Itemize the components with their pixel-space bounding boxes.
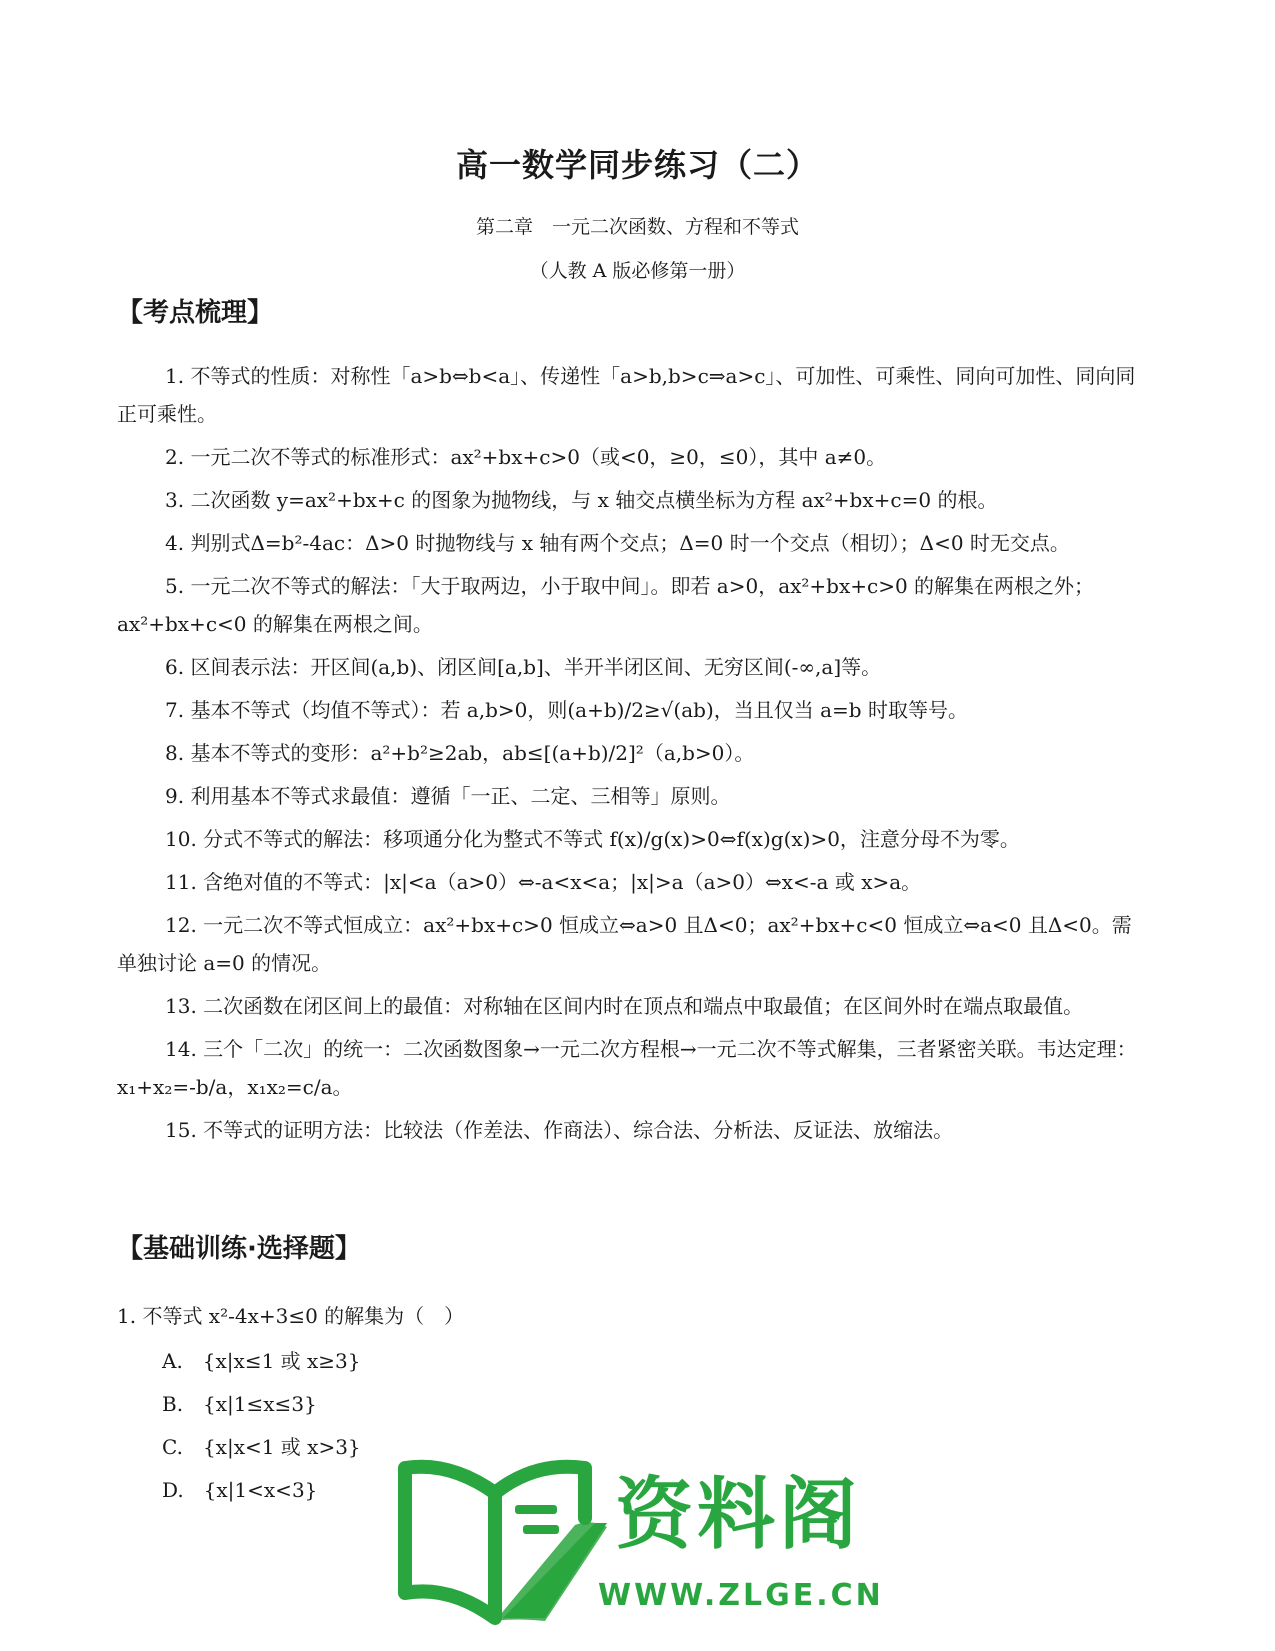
- point-item: 15. 不等式的证明方法：比较法（作差法、作商法）、综合法、分析法、反证法、放缩法。: [165, 1118, 954, 1142]
- option-a: A. {x|x≤1 或 x≥3}: [162, 1349, 361, 1373]
- question-options: [162, 1346, 361, 1518]
- point-item: 14. 三个「二次」的统一：二次函数图象→一元二次方程根→一元二次不等式解集，三者紧密关联。韦达定理：x₁+x₂=-b/a，x₁x₂=c/a。: [117, 1037, 1137, 1099]
- section-heading-points: 【考点梳理】: [117, 298, 274, 328]
- option-c: C. {x|x<1 或 x>3}: [162, 1435, 361, 1459]
- section-heading-choice: 【基础训练·选择题】: [117, 1234, 361, 1264]
- points-list: [117, 357, 1147, 1154]
- option-d: D. {x|1<x<3}: [162, 1478, 318, 1502]
- point-item: 13. 二次函数在闭区间上的最值：对称轴在区间内时在顶点和端点中取最值；在区间外时在端点取最值。: [165, 994, 1084, 1018]
- option-b: B. {x|1≤x≤3}: [162, 1392, 317, 1416]
- point-item: 10. 分式不等式的解法：移项通分化为整式不等式 f(x)/g(x)>0⇔f(x)g(x)>0，注意分母不为零。: [165, 827, 1020, 851]
- point-item: 1. 不等式的性质：对称性「a>b⇔b<a」、传递性「a>b,b>c⇒a>c」、可加性、可乘性、同向可加性、同向同正可乘性。: [117, 364, 1136, 426]
- point-item: 5. 一元二次不等式的解法：「大于取两边，小于取中间」。即若 a>0，ax²+bx+c>0 的解集在两根之外；ax²+bx+c<0 的解集在两根之间。: [117, 574, 1095, 636]
- question-1: 1. 不等式 x²-4x+3≤0 的解集为（ ）: [117, 1304, 465, 1328]
- point-item: 3. 二次函数 y=ax²+bx+c 的图象为抛物线，与 x 轴交点横坐标为方程 ax²+bx+c=0 的根。: [165, 488, 998, 512]
- point-item: 8. 基本不等式的变形：a²+b²≥2ab，ab≤[(a+b)/2]²（a,b>0）。: [165, 741, 755, 765]
- page-title: 高一数学同步练习（二）: [455, 146, 819, 184]
- point-item: 4. 判别式Δ=b²-4ac：Δ>0 时抛物线与 x 轴有两个交点；Δ=0 时一个交点（相切）；Δ<0 时无交点。: [165, 531, 1070, 555]
- watermark-url: WWW.ZLGE.CN: [598, 1578, 884, 1613]
- watermark-brand: 资料阁: [615, 1470, 862, 1560]
- edition-subtitle: （人教 A 版必修第一册）: [529, 260, 746, 282]
- point-item: 9. 利用基本不等式求最值：遵循「一正、二定、三相等」原则。: [165, 784, 731, 808]
- point-item: 2. 一元二次不等式的标准形式：ax²+bx+c>0（或<0，≥0，≤0），其中 a≠0。: [165, 445, 887, 469]
- chapter-subtitle: 第二章 一元二次函数、方程和不等式: [475, 216, 799, 238]
- point-item: 6. 区间表示法：开区间(a,b)、闭区间[a,b]、半开半闭区间、无穷区间(-∞,a]等。: [165, 655, 882, 679]
- point-item: 7. 基本不等式（均值不等式）：若 a,b>0，则(a+b)/2≥√(ab)，当且仅当 a=b 时取等号。: [165, 698, 968, 722]
- point-item: 12. 一元二次不等式恒成立：ax²+bx+c>0 恒成立⇔a>0 且Δ<0；ax²+bx+c<0 恒成立⇔a<0 且Δ<0。需单独讨论 a=0 的情况。: [117, 913, 1132, 975]
- point-item: 11. 含绝对值的不等式：|x|<a（a>0）⇔-a<x<a；|x|>a（a>0）⇔x<-a 或 x>a。: [165, 870, 922, 894]
